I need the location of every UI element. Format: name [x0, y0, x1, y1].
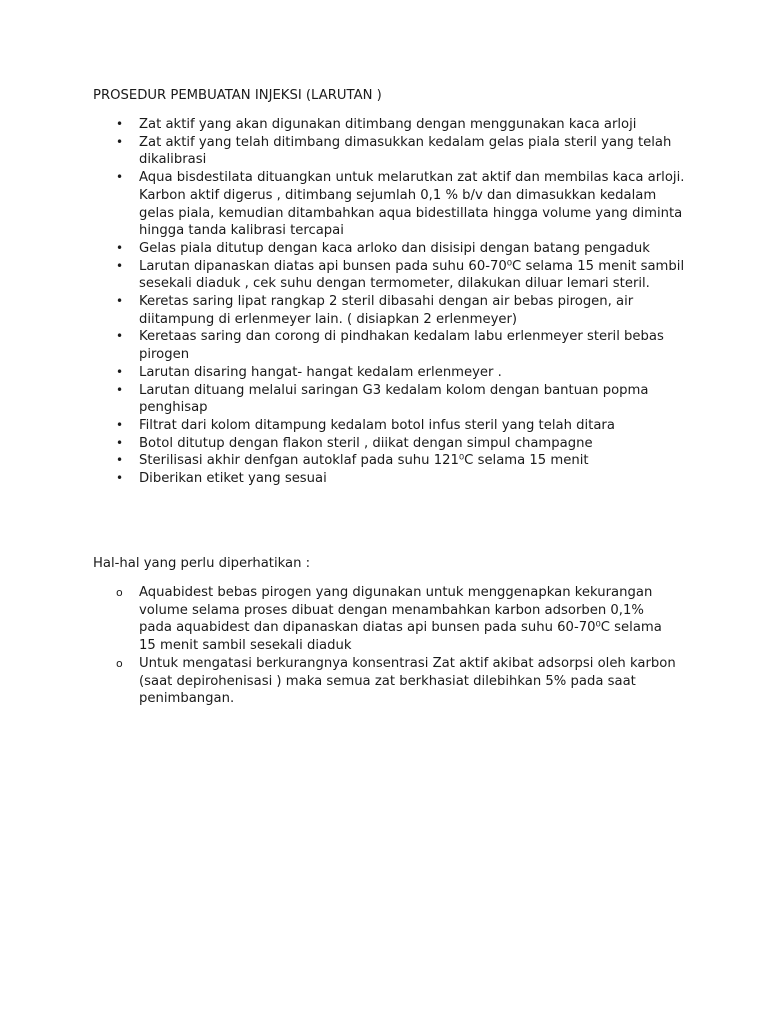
bullet-icon: •: [116, 382, 124, 397]
list-item: [0, 134, 768, 169]
bullet-icon: •: [116, 453, 124, 468]
step-text: Larutan dipanaskan diatas api bunsen pada suhu 60-70⁰C selama 15 menit sambil sesekali diaduk , cek suhu dengan termometer, dilakukan diluar lemari steril.: [139, 258, 685, 292]
bullet-icon: •: [116, 240, 124, 255]
list-item: [0, 116, 768, 134]
step-text: Zat aktif yang akan digunakan ditimbang dengan menggunakan kaca arloji: [139, 117, 637, 132]
bullet-icon: •: [116, 471, 124, 486]
bullet-icon: •: [116, 329, 124, 344]
list-item: [0, 293, 768, 328]
list-item: [0, 364, 768, 382]
list-item: [0, 584, 768, 655]
bullet-icon: •: [116, 117, 124, 131]
bullet-icon: •: [116, 435, 124, 450]
list-item: [0, 240, 768, 258]
bullet-icon: •: [116, 134, 124, 149]
step-text: Keretaas saring dan corong di pindhakan kedalam labu erlenmeyer steril bebas pirogen: [139, 329, 664, 363]
list-item: [0, 470, 768, 488]
notes-list: [0, 584, 768, 708]
notes-heading: Hal-hal yang perlu diperhatikan :: [93, 556, 311, 571]
step-text: Aqua bisdestilata dituangkan untuk melarutkan zat aktif dan membilas kaca arloji. Karbon aktif digerus , ditimbang sejumlah 0,1 % b/v dan dimasukkan kedalam gelas piala, kemudian ditambahkan aqua bidestillata hingga volume yang diminta hingga tanda kalibrasi tercapai: [139, 170, 685, 239]
procedure-steps-list: [0, 116, 768, 488]
bullet-icon: •: [116, 294, 124, 309]
bullet-icon: •: [116, 417, 124, 432]
list-item: [0, 169, 768, 240]
document-title: PROSEDUR PEMBUATAN INJEKSI (LARUTAN ): [93, 88, 382, 103]
step-text: Larutan disaring hangat- hangat kedalam erlenmeyer .: [139, 364, 502, 380]
step-text: Filtrat dari kolom ditampung kedalam botol infus steril yang telah ditara: [139, 417, 615, 433]
circle-bullet-icon: o: [116, 586, 123, 599]
list-item: [0, 655, 768, 708]
step-text: Zat aktif yang telah ditimbang dimasukkan kedalam gelas piala steril yang telah dikalibrasi: [139, 134, 672, 168]
step-text: Diberikan etiket yang sesuai: [139, 471, 327, 487]
step-text: Botol ditutup dengan flakon steril , diikat dengan simpul champagne: [139, 435, 593, 451]
list-item: [0, 258, 768, 293]
bullet-icon: •: [116, 364, 124, 379]
step-text: Keretas saring lipat rangkap 2 steril dibasahi dengan air bebas pirogen, air diitampung di erlenmeyer lain. ( disiapkan 2 erlenmeyer): [139, 294, 634, 327]
step-text: Gelas piala ditutup dengan kaca arloko dan disisipi dengan batang pengaduk: [139, 240, 650, 256]
list-item: [0, 452, 768, 470]
circle-bullet-icon: o: [116, 656, 123, 670]
note-text: Aquabidest bebas pirogen yang digunakan untuk menggenapkan kekurangan volume selama proses dibuat dengan menambahkan karbon adsorben 0,1% pada aquabidest dan dipanaskan diatas api bunsen pada suhu 60-70⁰C selama 15 menit sambil sesekali diaduk: [139, 585, 662, 654]
step-text: Larutan dituang melalui saringan G3 kedalam kolom dengan bantuan popma penghisap: [139, 382, 649, 416]
note-text: Untuk mengatasi berkurangnya konsentrasi Zat aktif akibat adsorpsi oleh karbon (saat depirohenisasi ) maka semua zat berkhasiat dilebihkan 5% pada saat penimbangan.: [139, 655, 676, 707]
bullet-icon: •: [116, 170, 124, 185]
step-text: Sterilisasi akhir denfgan autoklaf pada suhu 121⁰C selama 15 menit: [139, 453, 589, 469]
list-item: [0, 435, 768, 453]
list-item: [0, 382, 768, 417]
list-item: [0, 328, 768, 363]
bullet-icon: •: [116, 258, 124, 273]
list-item: [0, 417, 768, 435]
